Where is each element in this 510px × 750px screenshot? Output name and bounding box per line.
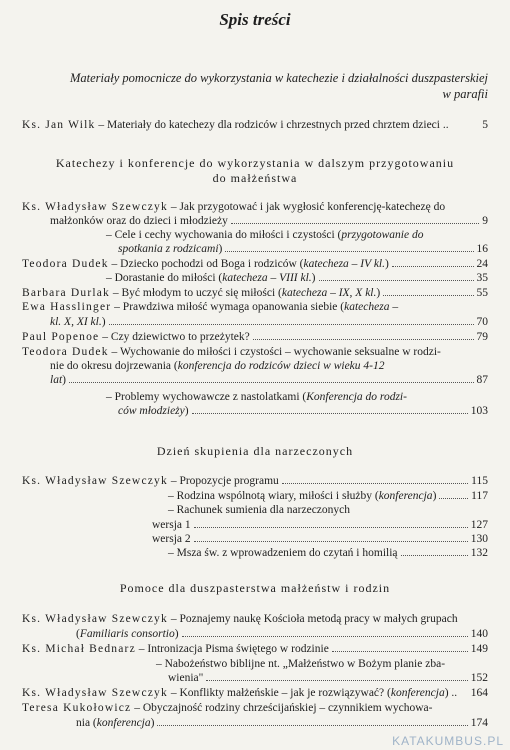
section-heading-1 xyxy=(0,156,510,186)
toc-entry-cele[interactable]: – Cele i cechy wychowania do miłości i czystości (przygotowanie do xyxy=(106,229,424,241)
page-number: 87 xyxy=(476,374,488,386)
page-number: 117 xyxy=(471,490,488,502)
section-1-line-2: do małżeństwa xyxy=(212,171,298,185)
toc-entry-poznajemy[interactable]: Ks. Władysław Szewczyk – Poznajemy naukę Kościoła metodą pracy w małych grupach xyxy=(22,613,458,625)
page-number: 55 xyxy=(476,287,488,299)
leader-dots xyxy=(253,339,474,340)
leader-dots xyxy=(225,251,473,252)
toc-entry-szewczyk-1-cont[interactable] xyxy=(50,214,488,228)
leader-dots xyxy=(194,527,468,528)
page-number: 132 xyxy=(470,547,488,559)
toc-entry-durlak[interactable]: Barbara Durlak – Być młodym to uczyć się miłości (katecheza – IX, X kl.) 55 xyxy=(22,287,488,299)
toc-entry-cele-cont[interactable]: spotkania z rodzicami) 16 xyxy=(118,243,488,255)
section-1-line-1: Katechezy i konferencje do wykorzystania w dalszym przygotowaniu xyxy=(55,156,455,170)
toc-entry-obyczajnosc[interactable]: Teresa Kukołowicz – Obyczajność rodziny chrześcijańskiej – czynnikiem wychowa- xyxy=(22,702,433,714)
leader-dots xyxy=(439,498,468,499)
page-number: 5 xyxy=(482,119,488,131)
section-heading-3: Pomoce dla duszpasterstwa małżeństw i rodzin xyxy=(119,581,391,595)
page-number: 164 xyxy=(470,687,488,699)
entry-title: – Jak przygotować i jak wygłosić konferencję-katechezę do xyxy=(167,201,446,213)
toc-entry-popenoe[interactable]: Paul Popenoe – Czy dziewictwo to przeżytek? 79 xyxy=(22,331,488,343)
toc-entry-wersja-1[interactable]: wersja 1 127 xyxy=(152,519,488,531)
page-number: 127 xyxy=(470,519,488,531)
page-number: 79 xyxy=(476,331,488,343)
toc-entry-szewczyk-1[interactable] xyxy=(22,200,445,214)
intro-line-1: Materiały pomocnicze do wykorzystania w katechezie i działalności duszpasterskiej xyxy=(70,71,488,85)
leader-dots xyxy=(192,413,468,414)
toc-entry-dudek[interactable]: Teodora Dudek – Dziecko pochodzi od Boga i rodziców (katecheza – IV kl.) 24 xyxy=(22,258,488,270)
leader-dots xyxy=(392,266,474,267)
page-number: 174 xyxy=(470,717,488,729)
toc-entry-rodzina[interactable]: – Rodzina wspólnotą wiary, miłości i służby (konferencja) 117 xyxy=(168,490,488,502)
leader-dots xyxy=(194,541,468,542)
leader-dots xyxy=(401,555,468,556)
toc-entry-dudek-2-end[interactable]: lat) 87 xyxy=(50,374,488,386)
leader-dots xyxy=(282,483,468,484)
section-heading-2: Dzień skupienia dla narzeczonych xyxy=(156,444,354,458)
leader-dots xyxy=(319,280,474,281)
page-number: 103 xyxy=(470,405,488,417)
toc-entry-propozycje[interactable]: Ks. Władysław Szewczyk – Propozycje programu 115 xyxy=(22,475,488,487)
toc-entry-wilk[interactable] xyxy=(22,118,488,132)
page-number: 9 xyxy=(482,215,488,227)
page-number: 140 xyxy=(470,628,488,640)
toc-entry-problemy-cont[interactable]: ców młodzieży) 103 xyxy=(118,405,488,417)
toc-entry-dorastanie[interactable]: – Dorastanie do miłości (katecheza – VIII kl.) 35 xyxy=(106,272,488,284)
page-number: 152 xyxy=(470,672,488,684)
page-number: 35 xyxy=(476,272,488,284)
toc-entry-obyczajnosc-cont[interactable]: nia (konferencja) 174 xyxy=(76,717,488,729)
toc-entry-hasslinger-cont[interactable]: kl. X, XI kl.) 70 xyxy=(50,316,488,328)
entry-author: Ks. Władysław Szewczyk xyxy=(22,201,168,213)
toc-entry-wersja-2[interactable]: wersja 2 130 xyxy=(152,533,488,545)
leader-dots xyxy=(231,223,479,224)
entry-title: – Materiały do katechezy dla rodziców i chrzestnych przed chrztem dzieci .. xyxy=(95,119,449,131)
watermark: KATAKUMBUS.PL xyxy=(392,734,504,748)
page-number: 115 xyxy=(471,475,488,487)
page-number: 16 xyxy=(476,243,488,255)
page-number: 149 xyxy=(470,643,488,655)
entry-title-cont: małżonków oraz do dzieci i młodzieży xyxy=(50,215,228,227)
toc-entry-msza[interactable]: – Msza św. z wprowadzeniem do czytań i homilią 132 xyxy=(168,547,488,559)
toc-entry-problemy[interactable]: – Problemy wychowawcze z nastolatkami (Konferencja do rodzi- xyxy=(106,391,407,403)
intro-line-2: w parafii xyxy=(442,87,488,101)
page-number: 24 xyxy=(476,258,488,270)
toc-entry-nabozenstwo[interactable]: – Nabożeństwo biblijne nt. „Małżeństwo w Bożym planie zba- xyxy=(156,658,446,670)
toc-entry-intronizacja[interactable]: Ks. Michał Bednarz – Intronizacja Pisma świętego w rodzinie 149 xyxy=(22,643,488,655)
toc-entry-hasslinger[interactable]: Ewa Hasslinger – Prawdziwa miłość wymaga opanowania siebie (katecheza – xyxy=(22,301,399,313)
toc-entry-konflikty[interactable]: Ks. Władysław Szewczyk – Konflikty małżeńskie – jak je rozwiązywać? (konferencja) .. 164 xyxy=(22,687,488,699)
toc-entry-dudek-2[interactable]: Teodora Dudek – Wychowanie do miłości i czystości – wychowanie seksualne w rodzi- xyxy=(22,346,441,358)
leader-dots xyxy=(182,636,468,637)
page-title: Spis treści xyxy=(219,10,291,29)
toc-entry-poznajemy-cont[interactable]: (Familiaris consortio) 140 xyxy=(76,628,488,640)
toc-entry-nabozenstwo-cont[interactable]: wienia" 152 xyxy=(168,672,488,684)
entry-author: Ks. Jan Wilk xyxy=(22,119,96,131)
toc-entry-rachunek[interactable]: – Rachunek sumienia dla narzeczonych xyxy=(168,504,351,516)
leader-dots xyxy=(69,382,474,383)
leader-dots xyxy=(157,725,467,726)
toc-entry-dudek-2-cont[interactable]: nie do okresu dojrzewania (konferencja do rodziców dzieci w wieku 4-12 xyxy=(50,360,385,372)
leader-dots xyxy=(332,651,468,652)
leader-dots xyxy=(109,324,474,325)
page-number: 70 xyxy=(476,316,488,328)
leader-dots xyxy=(206,680,467,681)
intro-heading xyxy=(22,70,488,102)
page-number: 130 xyxy=(470,533,488,545)
leader-dots xyxy=(383,295,473,296)
